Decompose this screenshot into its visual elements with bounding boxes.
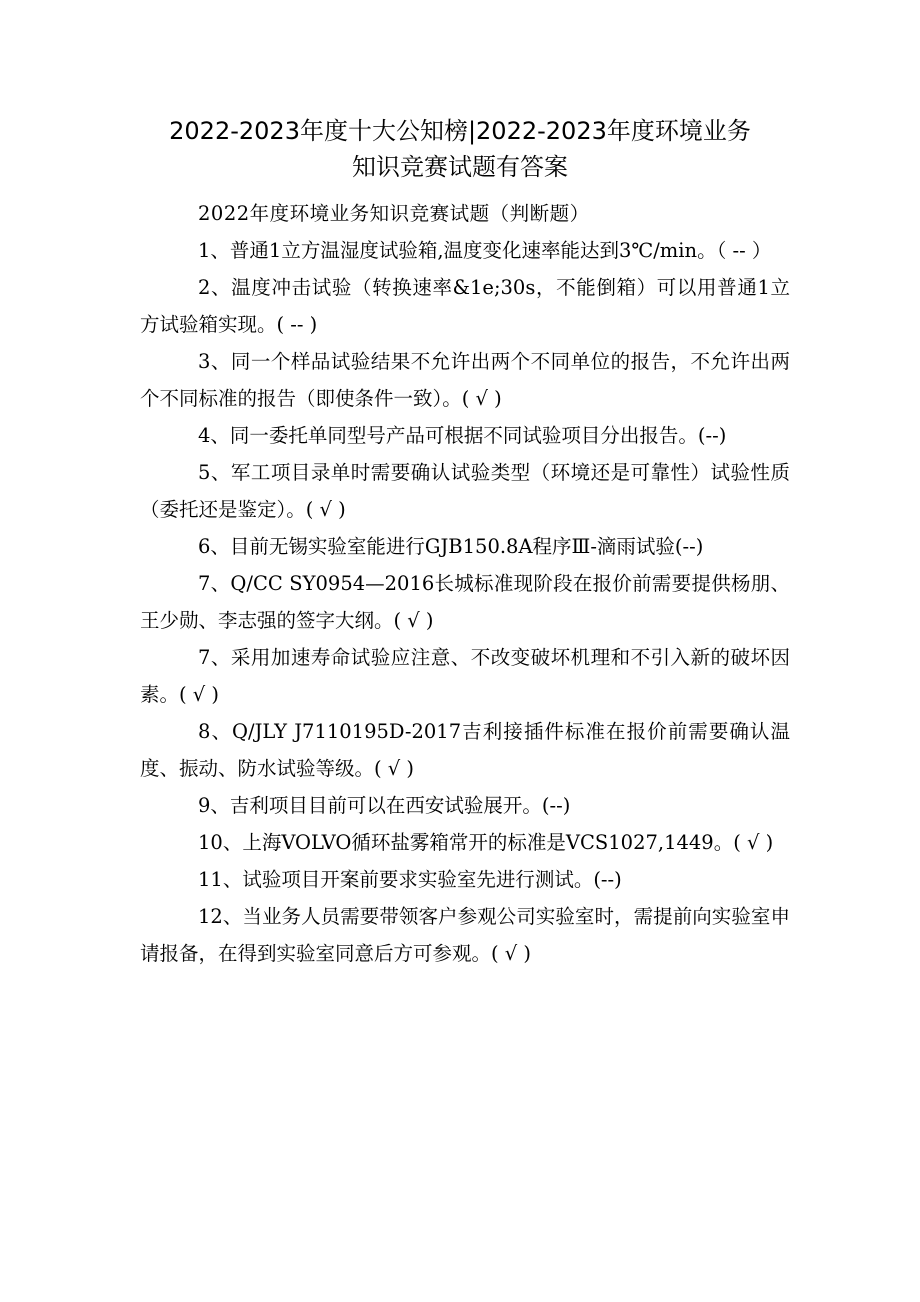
- question-item: 7、Q/CC SY0954—2016长城标准现阶段在报价前需要提供杨朋、王少勋、李志强的签字大纲。( √ ): [140, 572, 790, 632]
- question-item: 8、Q/JLY J7110195D-2017吉利接插件标准在报价前需要确认温度、振动、防水试验等级。( √ ): [140, 720, 790, 780]
- question-item: 5、军工项目录单时需要确认试验类型（环境还是可靠性）试验性质（委托还是鉴定）。( √ ): [140, 461, 790, 521]
- question-item: 11、试验项目开案前要求实验室先进行测试。(--): [198, 868, 622, 891]
- question-item: 9、吉利项目目前可以在西安试验展开。(--): [198, 794, 571, 817]
- question-item: 3、同一个样品试验结果不允许出两个不同单位的报告，不允许出两个不同标准的报告（即使条件一致）。( √ ): [140, 350, 790, 410]
- question-item: 12、当业务人员需要带领客户参观公司实验室时，需提前向实验室申请报备，在得到实验室同意后方可参观。( √ ): [140, 905, 790, 965]
- title-line-2: 知识竞赛试题有答案: [352, 153, 568, 181]
- title-line-1: 2022-2023年度十大公知榜|2022-2023年度环境业务: [169, 117, 751, 145]
- document-title: [140, 113, 780, 185]
- document-body: [140, 195, 790, 972]
- question-item: 7、采用加速寿命试验应注意、不改变破坏机理和不引入新的破坏因素。( √ ): [140, 646, 790, 706]
- question-item: 10、上海VOLVO循环盐雾箱常开的标准是VCS1027,1449。( √ ): [198, 831, 774, 854]
- question-item: 6、目前无锡实验室能进行GJB150.8A程序Ⅲ-滴雨试验(--): [198, 535, 704, 558]
- section-subtitle: 2022年度环境业务知识竞赛试题（判断题）: [198, 202, 590, 225]
- question-item: 2、温度冲击试验（转换速率&1e;30s，不能倒箱）可以用普通1立方试验箱实现。( -- ): [140, 276, 790, 336]
- question-item: 4、同一委托单同型号产品可根据不同试验项目分出报告。(--): [198, 424, 727, 447]
- question-item: 1、普通1立方温湿度试验箱,温度变化速率能达到3℃/min。（ -- ）: [198, 239, 772, 262]
